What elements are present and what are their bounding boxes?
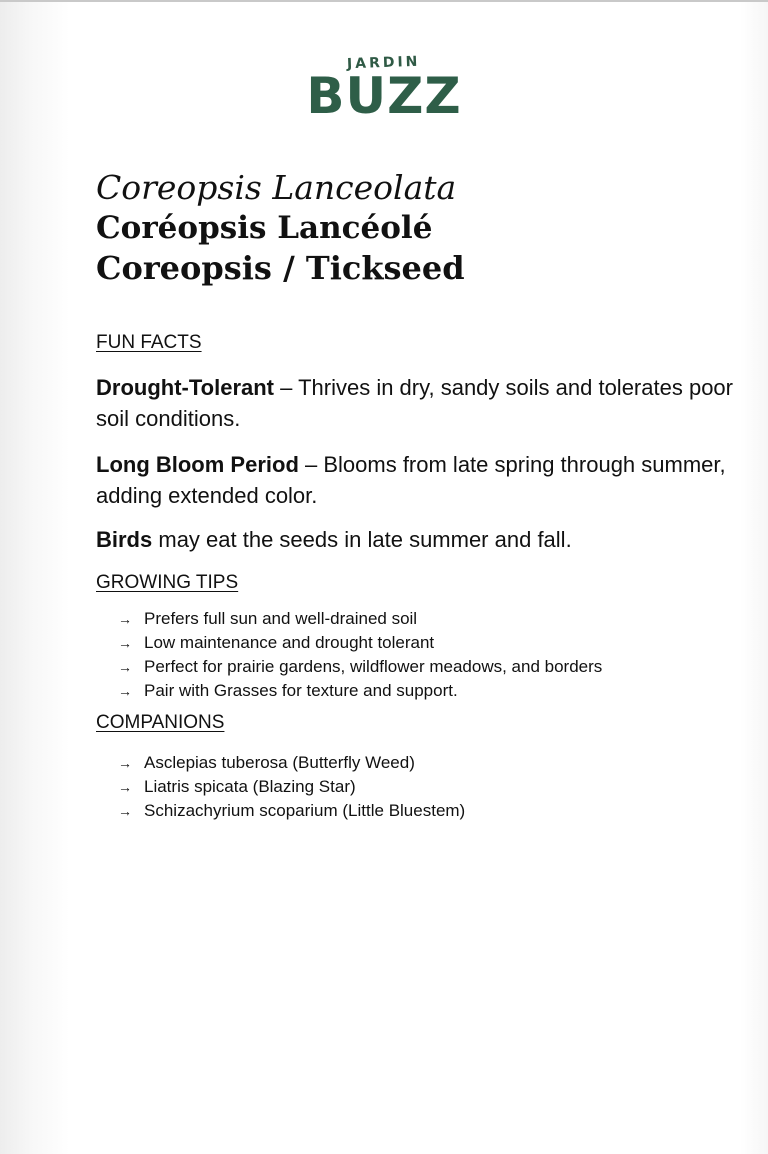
plant-titles — [96, 168, 736, 288]
fact-label: Birds — [96, 527, 153, 552]
list-item — [118, 799, 736, 823]
arrow-right-icon: → — [118, 611, 132, 627]
arrow-right-icon: → — [118, 635, 132, 651]
content — [96, 331, 736, 823]
fact-long-bloom — [96, 449, 736, 511]
fact-text: – Blooms from late spring through summer, adding extended color. — [96, 452, 726, 508]
list-item-text: Asclepias tuberosa (Butterfly Weed) — [144, 753, 415, 772]
list-item-text: Schizachyrium scoparium (Little Bluestem) — [144, 801, 466, 820]
fact-drought-tolerant — [96, 372, 736, 434]
companions-list — [96, 751, 736, 823]
list-item — [118, 775, 736, 799]
fact-label: Drought-Tolerant — [96, 375, 275, 400]
list-item — [118, 679, 736, 703]
fact-birds — [96, 524, 736, 555]
common-name: Coreopsis / Tickseed — [96, 249, 465, 287]
list-item-text: Low maintenance and drought tolerant — [144, 633, 435, 652]
french-name: Coréopsis Lancéolé — [96, 210, 433, 246]
latin-name: Coreopsis Lanceolata — [96, 168, 457, 207]
arrow-right-icon: → — [118, 779, 132, 795]
arrow-right-icon: → — [118, 683, 132, 699]
jardin-buzz-logo — [0, 52, 768, 123]
fact-label: Long Bloom Period — [96, 452, 299, 477]
list-item — [118, 607, 736, 631]
arrow-right-icon: → — [118, 803, 132, 819]
list-item-text: Liatris spicata (Blazing Star) — [144, 777, 356, 796]
arrow-right-icon: → — [118, 659, 132, 675]
fun-facts-heading: FUN FACTS — [96, 332, 202, 353]
logo-small-text: JARDIN — [347, 53, 421, 73]
list-item — [118, 631, 736, 655]
list-item — [118, 655, 736, 679]
growing-tips-heading: GROWING TIPS — [96, 572, 239, 593]
list-item — [118, 751, 736, 775]
list-item-text: Pair with Grasses for texture and support. — [144, 681, 458, 700]
arrow-right-icon: → — [118, 755, 132, 771]
fact-text: may eat the seeds in late summer and fall. — [152, 527, 572, 552]
list-item-text: Perfect for prairie gardens, wildflower meadows, and borders — [144, 657, 603, 676]
growing-tips-list — [96, 607, 736, 703]
logo-big-text: BUZZ — [306, 67, 462, 125]
fact-text: – Thrives in dry, sandy soils and tolerates poor soil conditions. — [96, 375, 733, 431]
companions-heading: COMPANIONS — [96, 712, 225, 733]
list-item-text: Prefers full sun and well-drained soil — [144, 609, 418, 628]
